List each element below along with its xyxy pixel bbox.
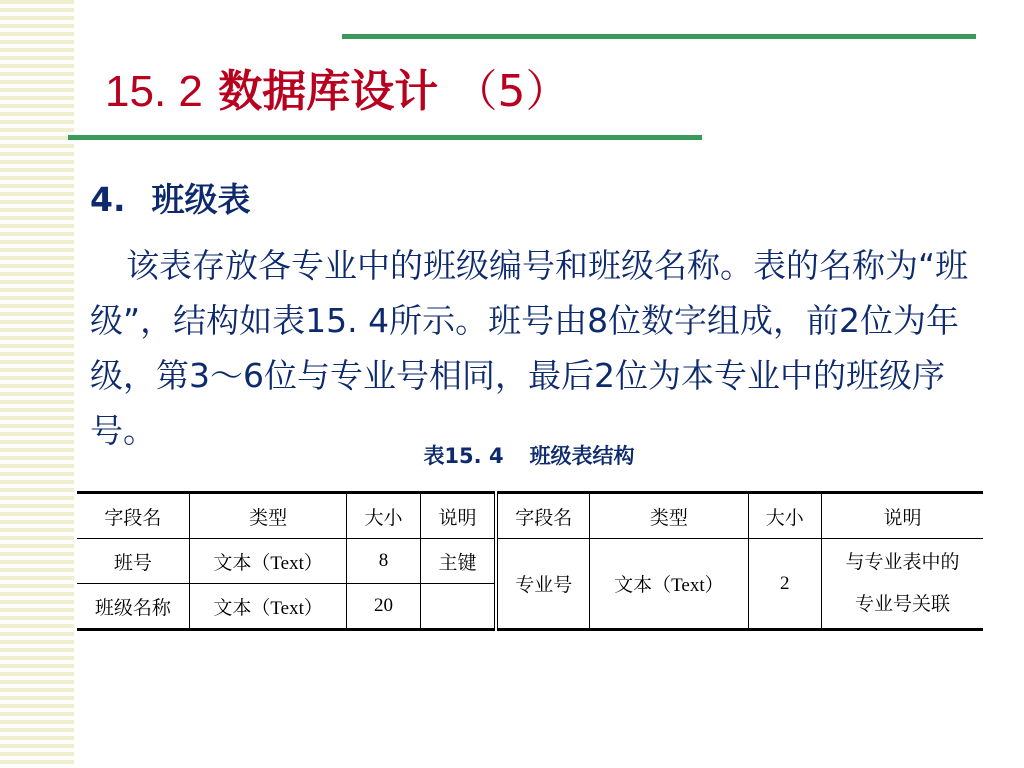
class-table-structure — [77, 491, 983, 631]
header-cell: 字段名 — [77, 493, 189, 539]
table-cell: 2 — [748, 539, 821, 630]
section-heading — [90, 178, 251, 222]
table-cell: 主键 — [420, 539, 496, 584]
body-paragraph: 该表存放各专业中的班级编号和班级名称。表的名称为“班级”，结构如表15. 4所示。班号由8位数字组成，前2位为年级，第3～6位与专业号相同，最后2位为本专业中的班级序号。 — [90, 246, 969, 450]
header-cell: 字段名 — [496, 493, 589, 539]
table-cell: 文本（Text） — [189, 584, 347, 630]
caption-number: 表15. 4 — [423, 444, 504, 468]
header-cell: 类型 — [189, 493, 347, 539]
title-text: 数据库设计 — [218, 66, 439, 117]
note-line: 与专业表中的 — [845, 551, 960, 573]
table-cell: 文本（Text） — [590, 539, 749, 630]
left-stripe-decoration — [0, 0, 74, 768]
section-number: 4. — [90, 180, 126, 219]
table-caption — [0, 440, 1024, 470]
table-cell: 班号 — [77, 539, 189, 584]
caption-title: 班级表结构 — [529, 444, 635, 468]
table-header-row — [77, 493, 983, 539]
header-cell: 大小 — [748, 493, 821, 539]
title-number: 15. 2 — [105, 67, 203, 116]
table-cell: 8 — [347, 539, 420, 584]
table-cell: 班级名称 — [77, 584, 189, 630]
title-suffix: （5） — [453, 66, 570, 117]
header-cell: 类型 — [590, 493, 749, 539]
header-cell: 说明 — [420, 493, 496, 539]
table-cell: 专业号 — [496, 539, 589, 630]
header-cell: 大小 — [347, 493, 420, 539]
table-cell: 20 — [347, 584, 420, 630]
table-cell — [420, 584, 496, 630]
section-title: 班级表 — [151, 180, 251, 219]
table-row — [77, 539, 983, 584]
title-rule-bottom — [68, 135, 702, 140]
note-line: 专业号关联 — [854, 593, 950, 615]
slide-title — [105, 62, 570, 122]
table-cell: 文本（Text） — [189, 539, 347, 584]
table-cell-note — [821, 539, 983, 630]
header-cell: 说明 — [821, 493, 983, 539]
title-rule-top — [342, 34, 976, 39]
